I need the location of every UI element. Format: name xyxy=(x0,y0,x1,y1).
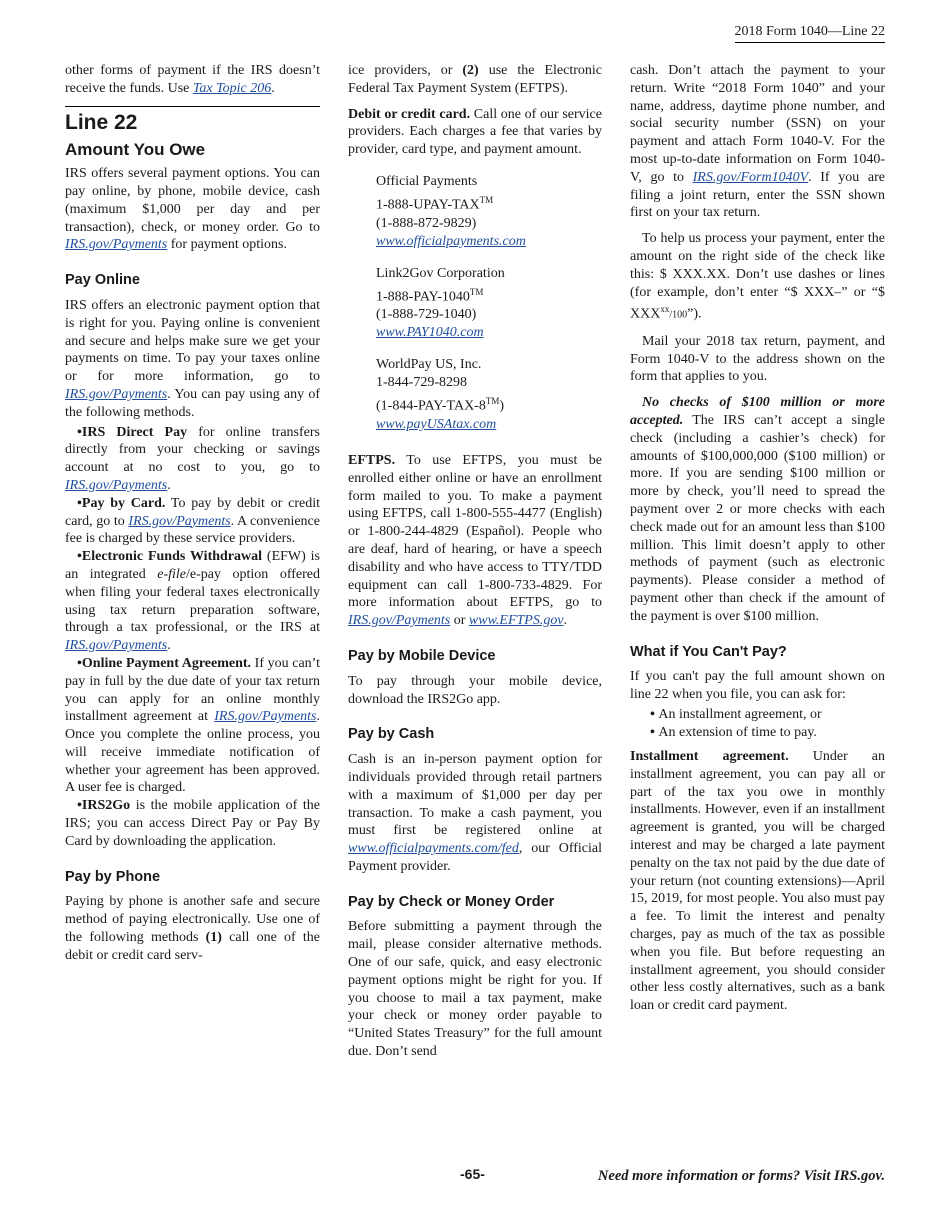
official-payments-fed-link[interactable]: www.officialpayments.com/fed xyxy=(348,841,519,857)
list-item: • Electronic Funds Withdrawal (EFW) is an integrated e-file/e-pay option offered when filing your federal taxes electronically using tax return preparation software, through a tax professional, or the IRS at IRS.gov/Payments. xyxy=(65,548,320,655)
paragraph: Cash is an in-person payment option for individuals provided through retail partners with a maximum of $1,000 per day per transaction. To make a cash payment, you must first be registered online at www.officialpayments.com/fed, our Official Payment provider. xyxy=(348,752,602,874)
footer-note: Need more information or forms? Visit IRS.gov. xyxy=(597,1168,885,1184)
subheading-cant-pay: What if You Can't Pay? xyxy=(630,643,787,660)
list-item: • IRS Direct Pay for online transfers directly from your checking or savings account at no cost to you, go to IRS.gov/Payments. xyxy=(65,424,320,495)
paragraph: Paying by phone is another safe and secure method of paying electronically. Use one of the following methods (1) call one of the debit or credit card serv- xyxy=(65,894,320,963)
options-list xyxy=(650,706,885,742)
paragraph: Installment agreement. Under an installment agreement, you can pay all or part of the tax you owe in monthly installments. However, even if an installment agreement is granted, you will be charged interest and may be charged a late payment penalty on the tax not paid by the due date of your return (not counting extensions)—April 15, 2019, for most people. You also must pay a fee. To limit the interest and penalty charges, pay as much of the tax as possible when you file. But before requesting an installment agreement, you should consider other less costly alternatives, such as a bank loan or credit card payment. xyxy=(630,748,885,1014)
tax-topic-link[interactable]: Tax Topic 206 xyxy=(192,80,272,96)
list-item: • Pay by Card. To pay by debit or credit card, go to IRS.gov/Payments. A convenience fee is charged by these service providers. xyxy=(65,495,320,548)
list-item: • An extension of time to pay. xyxy=(650,724,885,742)
page-number: -65- xyxy=(460,1166,485,1182)
subheading-pay-phone: Pay by Phone xyxy=(65,868,161,885)
provider-url-link[interactable]: www.payUSAtax.com xyxy=(376,416,497,432)
payments-link[interactable]: IRS.gov/Payments xyxy=(348,613,451,629)
paragraph: cash. Don’t attach the payment to your return. Write “2018 Form 1040” and your name, address, daytime phone number, and social security number (SSN) on your payment and attach Form 1040-V. For the most up-to-date information on Form 1040-V, go to IRS.gov/Form1040V. If you are filing a joint return, enter the SSN shown first on your tax return. xyxy=(630,63,885,221)
eftps-link[interactable]: www.EFTPS.gov xyxy=(468,613,564,629)
subheading-pay-mobile: Pay by Mobile Device xyxy=(348,647,496,664)
payments-link[interactable]: IRS.gov/Payments xyxy=(65,386,168,402)
payments-link[interactable]: IRS.gov/Payments xyxy=(128,513,231,529)
paragraph: Before submitting a payment through the mail, please consider alternative methods. One of our safe, quick, and easy electronic payment options might be right for you. If you choose to mail a tax payment, make your check or money order payable to “United States Treasury” for the full amount due. Don’t send xyxy=(348,919,602,1060)
list-item: • An installment agreement, or xyxy=(650,706,885,724)
column-2 xyxy=(348,62,602,1069)
subheading-pay-check: Pay by Check or Money Order xyxy=(348,893,555,910)
column-3 xyxy=(630,62,885,1023)
list-item: • IRS2Go is the mobile application of the IRS; you can access Direct Pay or Pay By Card by downloading the application. xyxy=(65,797,320,850)
paragraph: ice providers, or (2) use the Electronic Federal Tax Payment System (EFTPS). xyxy=(348,63,603,96)
paragraph: IRS offers several payment options. You can pay online, by phone, mobile device, cash (maximum $1,000 per day and per transaction), check, or money order. Go to IRS.gov/Payments for payment options. xyxy=(65,166,320,253)
form1040v-link[interactable]: IRS.gov/Form1040V xyxy=(692,169,809,185)
provider-link2gov: Link2Gov Corporation 1-888-PAY-1040™ (1-888-729-1040) www.PAY1040.com xyxy=(376,265,505,341)
line-heading: Line 22 xyxy=(65,106,320,132)
provider-official-payments: Official Payments 1-888-UPAY-TAX™ (1-888-872-9829) www.officialpayments.com xyxy=(376,173,526,249)
subheading-pay-online: Pay Online xyxy=(65,272,140,289)
paragraph: Debit or credit card. Call one of our service providers. Each charges a fee that varies by provider, card type, and payment amount. xyxy=(348,106,602,158)
payments-link[interactable]: IRS.gov/Payments xyxy=(214,709,317,725)
payments-link[interactable]: IRS.gov/Payments xyxy=(65,638,168,654)
list-item: • Online Payment Agreement. If you can’t pay in full by the due date of your tax return you can apply for an online monthly installment agreement at IRS.gov/Payments. Once you complete the online process, you will receive immediate notification of whether your agreement has been approved. A user fee is charged. xyxy=(65,655,320,797)
provider-worldpay: WorldPay US, Inc. 1-844-729-8298 (1-844-PAY-TAX-8™) www.payUSAtax.com xyxy=(376,357,505,432)
provider-url-link[interactable]: www.officialpayments.com xyxy=(376,233,526,249)
payments-link[interactable]: IRS.gov/Payments xyxy=(65,237,168,253)
payments-link[interactable]: IRS.gov/Payments xyxy=(65,477,168,493)
paragraph: other forms of payment if the IRS doesn’t receive the funds. Use Tax Topic 206. xyxy=(65,63,320,96)
provider-url-link[interactable]: www.PAY1040.com xyxy=(376,325,484,341)
running-header: 2018 Form 1040—Line 22 xyxy=(735,24,886,43)
paragraph: To pay through your mobile device, download the IRS2Go app. xyxy=(348,673,602,707)
paragraph: EFTPS. To use EFTPS, you must be enrolled either online or have an enrollment form mailed to you. To make a payment using EFTPS, call 1-800-555-4477 (English) or 1-800-244-4829 (Español). People who are deaf, hard of hearing, or have a speech disability and who have access to TTY/TDD equipment can call 1-800-733-4829. For more information about EFTPS, go to IRS.gov/Payments or www.EFTPS.gov. xyxy=(348,452,602,629)
paragraph: If you can't pay the full amount shown on line 22 when you file, you can ask for: xyxy=(630,669,885,703)
paragraph: No checks of $100 million or more accepted. The IRS can’t accept a single check (including a cashier’s check) for amounts of $100,000,000 ($100 million) or more. If you are sending $100 million or more by check, you’ll need to spread the payment over 2 or more checks with each check made out for an amount less than $100 million. This limit doesn’t apply to other methods of payment (such as electronic payments). Please consider a method of payment other than check if the amount of the payment is over $100 million. xyxy=(630,395,885,624)
subheading-pay-cash: Pay by Cash xyxy=(348,726,435,743)
paragraph: IRS offers an electronic payment option that is right for you. Paying online is convenient and secure and helps make sure we get your payments on time. To pay your taxes online or for more information, go to IRS.gov/Payments. You can pay using any of the following methods. xyxy=(65,297,320,420)
paragraph: Mail your 2018 tax return, payment, and Form 1040-V to the address shown on the form that applies to you. xyxy=(630,333,885,385)
section-heading: Amount You Owe xyxy=(65,140,206,160)
column-1 xyxy=(65,62,320,973)
paragraph: To help us process your payment, enter the amount on the right side of the check like this: $ XXX.XX. Don’t use dashes or lines (for example, don’t enter “$ XXX–” or “$ XXX$^{xx}$/100”). xyxy=(630,231,885,323)
